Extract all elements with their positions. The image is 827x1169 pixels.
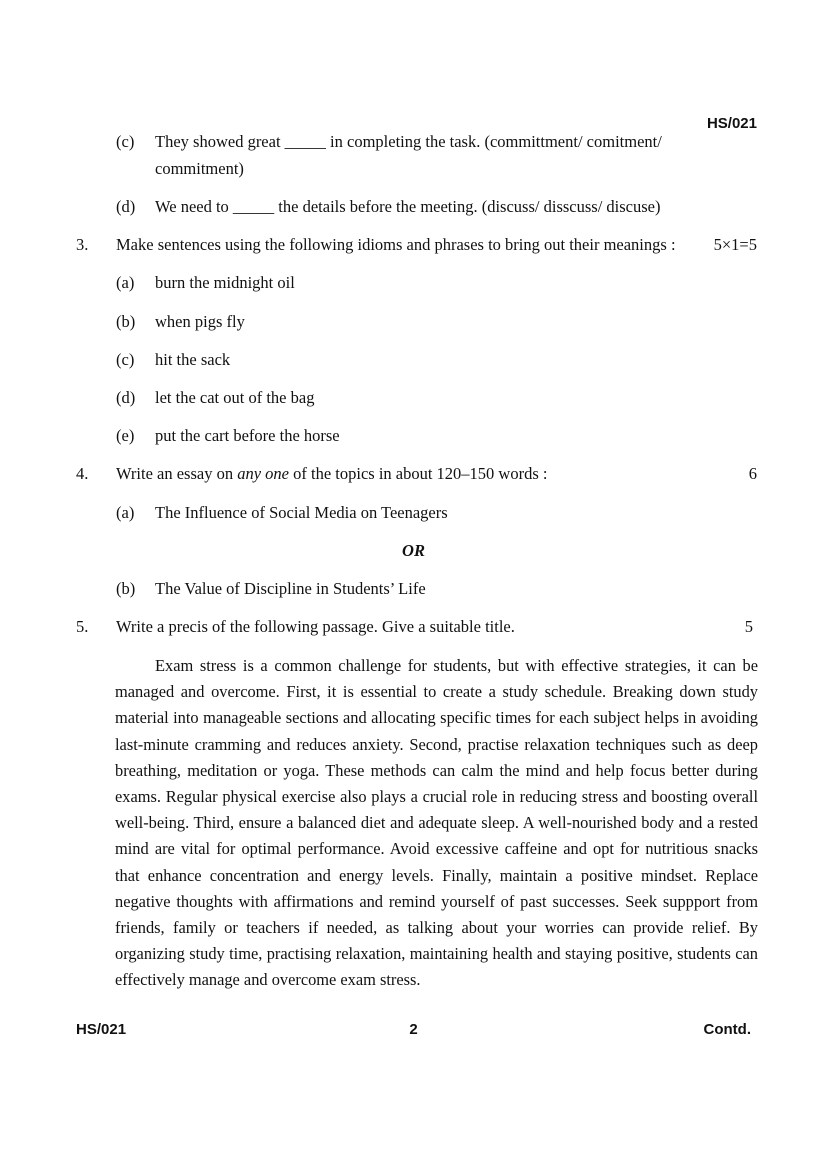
q5-passage-text: Exam stress is a common challenge for students, but with effective strategies, it can be managed and overcome. First, it is essential to create a study schedule. Breaking down study material into manageable sections and allocating specific times for each subject helps in avoiding last-minute cramming and reduces anxiety. Second, practise relaxation techniques such as deep breathing, meditation or yoga. These methods can calm the mind and help focus better during exams. Regular physical exercise also plays a crucial role in reducing stress and boosting overall well-being. Third, ensure a balanced diet and adequate sleep. A well-nourished body and a rested mind are vital for optimal performance. Avoid excessive caffeine and opt for nutritious snacks that enhance concentration and energy levels. Finally, maintain a positive mindset. Replace negative thoughts with affirmations and remind yourself of past successes. Seek suppport from friends, family or teachers if needed, as talking about your worries can provide relief. By organizing study time, practising relaxation, maintaining health and staying positive, students can effectively manage and overcome exam stress. bbox=[115, 656, 758, 990]
q3c-text: hit the sack bbox=[155, 350, 231, 369]
footer-contd: Contd. bbox=[703, 1021, 751, 1038]
q3a-text: burn the midnight oil bbox=[155, 273, 295, 292]
q4b-text: The Value of Discipline in Students’ Life bbox=[155, 579, 426, 598]
page-number: 2 bbox=[409, 1021, 418, 1038]
q2c-line2: commitment) bbox=[155, 159, 244, 178]
q3b-label: (b) bbox=[116, 312, 136, 331]
q3e-text: put the cart before the horse bbox=[155, 426, 340, 445]
header-code: HS/021 bbox=[706, 115, 757, 132]
q3b-text: when pigs fly bbox=[155, 312, 245, 331]
footer-code: HS/021 bbox=[76, 1021, 127, 1038]
q2c-line1: They showed great _____ in completing the task. (committment/ comitment/ bbox=[155, 132, 662, 151]
q3-prompt: Make sentences using the following idioms and phrases to bring out their meanings : bbox=[116, 235, 676, 254]
q3a-label: (a) bbox=[116, 273, 135, 292]
q4-prompt-after: of the topics in about 120–150 words : bbox=[289, 464, 548, 483]
q4b-label: (b) bbox=[116, 579, 136, 598]
q4a-label: (a) bbox=[116, 503, 135, 522]
q5-marks: 5 bbox=[744, 617, 753, 636]
q4a-text: The Influence of Social Media on Teenagers bbox=[155, 503, 448, 522]
q3d-text: let the cat out of the bag bbox=[155, 388, 315, 407]
q3-marks: 5×1=5 bbox=[713, 235, 757, 254]
q4-prompt bbox=[116, 463, 547, 485]
q2d-text: We need to _____ the details before the meeting. (discuss/ disscuss/ discuse) bbox=[155, 197, 661, 216]
q4-prompt-before: Write an essay on bbox=[116, 464, 238, 483]
q2c-label: (c) bbox=[116, 132, 135, 151]
q3e-label: (e) bbox=[116, 426, 135, 445]
q5-number: 5. bbox=[76, 617, 89, 636]
q5-prompt: Write a precis of the following passage. Give a suitable title. bbox=[116, 617, 515, 636]
q4-number: 4. bbox=[76, 464, 89, 483]
q3-number: 3. bbox=[76, 235, 89, 254]
q5-passage bbox=[115, 653, 758, 994]
q4-or: OR bbox=[402, 541, 425, 560]
q4-marks: 6 bbox=[748, 464, 757, 483]
q3d-label: (d) bbox=[116, 388, 136, 407]
q4-prompt-emphasis: any one bbox=[237, 464, 289, 483]
q3c-label: (c) bbox=[116, 350, 135, 369]
q2d-label: (d) bbox=[116, 197, 136, 216]
